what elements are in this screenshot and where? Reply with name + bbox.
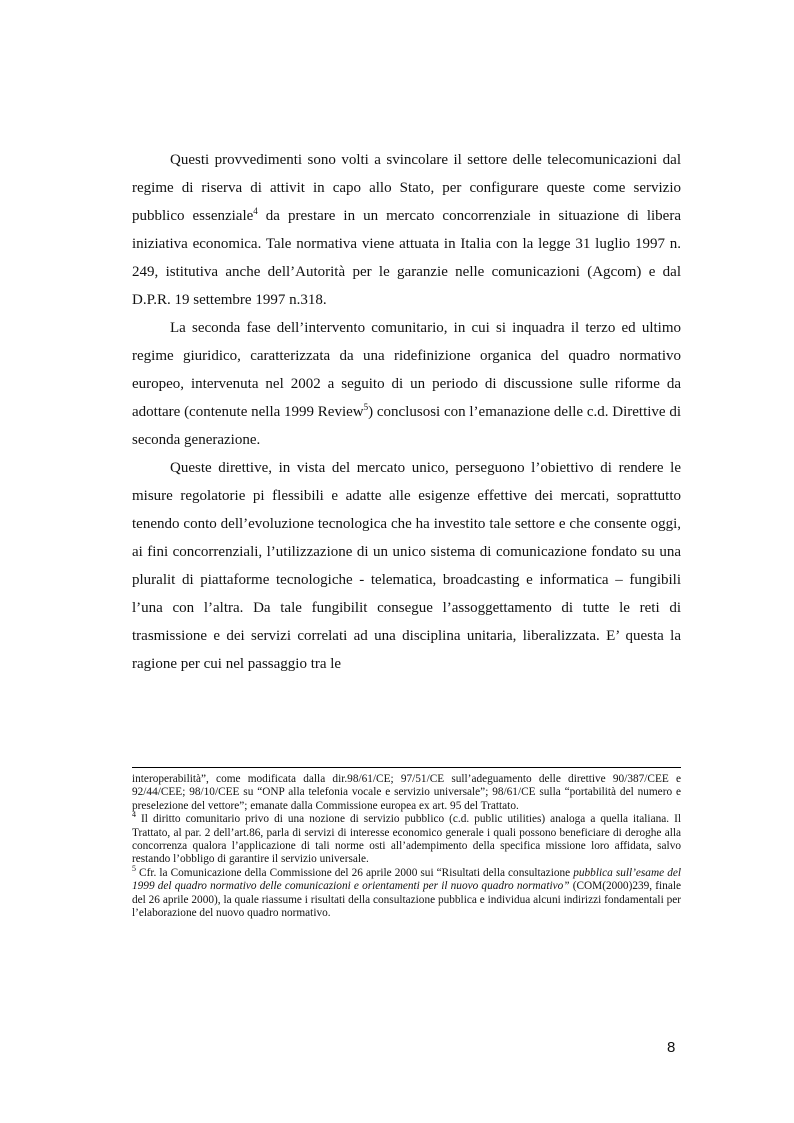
paragraph-2 [132,314,681,454]
footnote-4 [132,810,681,867]
footnote-separator [132,767,681,768]
footnote-4-text: Il diritto comunitario privo di una nozione di servizio pubblico (c.d. public utilities) analoga a quella italiana. Il Trattato, al par. 2 dell’art.86, parla di servizi di interesse economico generale i quali possono beneficiare di deroghe alla concorrenza qualora l’applicazione di tali norme osti all’adempimento della specifica missione loro affidata, salvo restando l’obbligo di garantire il servizio universale. [132,813,681,866]
paragraph-1-text-a: Questi provvedimenti sono volti a svincolare il settore delle telecomunicazioni dal regime di riserva di attivit in capo allo Stato, per configurare queste come servizio pubblico essenziale [132,152,681,224]
footnote-4-number: 4 [132,810,136,820]
footnote-ref-5[interactable]: 5 [363,402,369,412]
footnote-5-italic: pubblica sull’esame del 1999 del quadro normativo delle comunicazioni e orientamenti per il nuovo quadro normativo” [132,866,681,893]
footnote-5 [132,864,681,921]
paragraph-1-text-b: da prestare in un mercato concorrenziale in situazione di libera iniziativa economica. Tale normativa viene attuata in Italia con la legge 31 luglio 1997 n. 249, istitutiva anche dell’Autorità per le garanzie nelle comunicazioni (Agcom) e dal D.P.R. 19 settembre 1997 n.318. [132,208,681,308]
paragraph-1 [132,146,681,314]
page-number: 8 [667,1039,676,1056]
paragraph-2-text-b: ) conclusosi con l’emanazione delle c.d. Direttive di seconda generazione. [132,404,681,448]
footnotes [132,773,681,920]
paragraph-2-text-a: La seconda fase dell’intervento comunitario, in cui si inquadra il terzo ed ultimo regime giuridico, caratterizzata da una ridefinizione organica del quadro normativo europeo, intervenuta nel 2002 a seguito di un periodo di discussione sulle riforme da adottare (contenute nella 1999 Review [132,320,681,420]
footnote-5-text-b: (COM(2000)239, finale del 26 aprile 2000), la quale riassume i risultati della consultazione pubblica e individua alcuni indirizzi fondamentali per l’elaborazione del nuovo quadro normativo. [132,880,681,920]
footnote-5-number: 5 [132,864,136,874]
footnote-ref-4[interactable]: 4 [253,206,258,216]
body-text [132,146,681,678]
footnote-5-text-a: Cfr. la Comunicazione della Commissione del 26 aprile 2000 sui “Risultati della consultazione [136,866,574,879]
footnote-continuation: interoperabilità”, come modificata dalla dir.98/61/CE; 97/51/CE sull’adeguamento delle direttive 90/387/CEE e 92/44/CEE; 98/10/CEE su “ONP alla telefonia vocale e servizio universale”; 98/61/CE sulla “portabilità del numero e preselezione del vettore”; emanate dalla Commissione europea ex art. 95 del Trattato. [132,773,681,812]
paragraph-3: Queste direttive, in vista del mercato unico, perseguono l’obiettivo di rendere le misure regolatorie pi flessibili e adatte alle esigenze effettive dei mercati, soprattutto tenendo conto dell’evoluzione tecnologica che ha investito tale settore e che consente oggi, ai fini concorrenziali, l’utilizzazione di un unico sistema di comunicazione fondato su una pluralit di piattaforme tecnologiche - telematica, broadcasting e informatica – fungibili l’una con l’altra. Da tale fungibilit consegue l’assoggettamento di tutte le reti di trasmissione e dei servizi correlati ad una disciplina unitaria, liberalizzata. E’ questa la ragione per cui nel passaggio tra le [132,460,681,672]
